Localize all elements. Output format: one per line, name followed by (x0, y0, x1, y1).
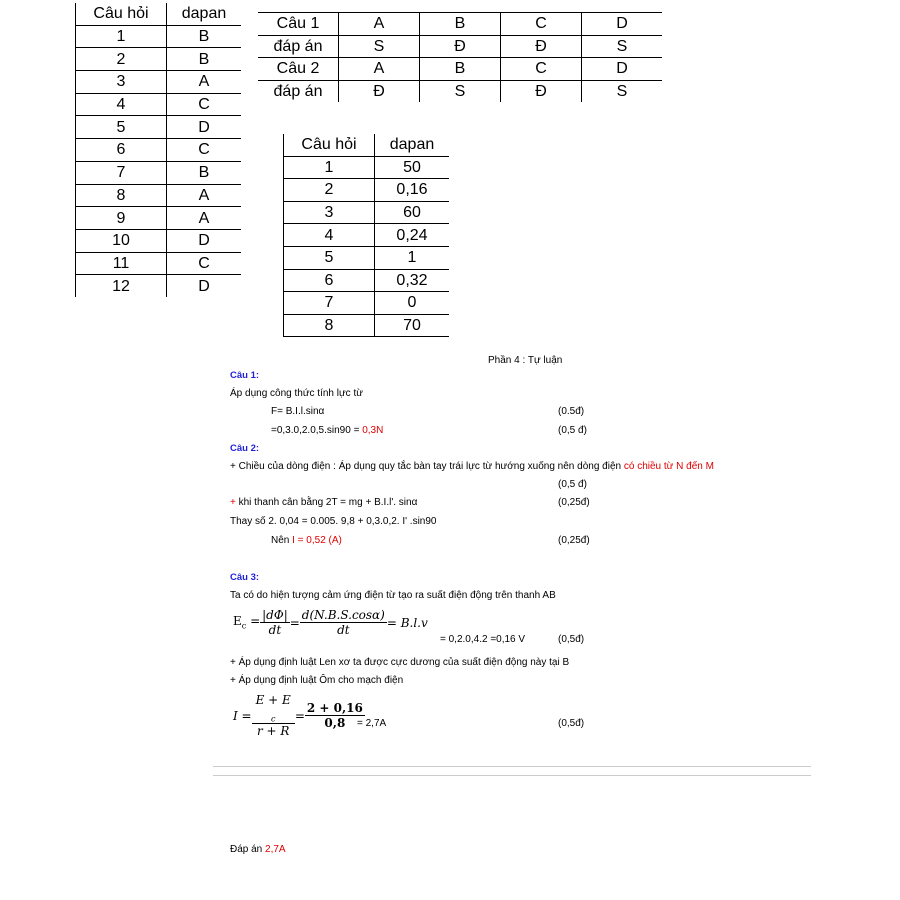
table-cell: 6 (284, 269, 375, 292)
table-cell: Câu 1 (258, 13, 339, 36)
table-cell: C (167, 139, 242, 162)
q2-line4-prefix: Nên (271, 535, 293, 546)
table-cell: đáp án (258, 35, 339, 58)
final-answer-label: Đáp án (230, 844, 266, 855)
table-cell: C (167, 252, 242, 275)
table-cell: 6 (76, 139, 167, 162)
table-row (76, 116, 242, 139)
table-cell: A (167, 71, 242, 94)
table-cell: 7 (284, 292, 375, 315)
table-cell: 0,16 (375, 179, 450, 202)
table-row (76, 93, 242, 116)
section-title: Phần 4 : Tự luận (488, 355, 563, 366)
answer-table-2 (258, 12, 662, 102)
table-cell: 70 (375, 314, 450, 337)
table-row (76, 71, 242, 94)
table-row (76, 252, 242, 275)
table-cell: Đ (420, 35, 501, 58)
table-row (76, 275, 242, 297)
table-row (76, 161, 242, 184)
table-cell: A (339, 58, 420, 81)
emf-lhs: $E_c$ = (233, 614, 261, 631)
table-cell: 3 (76, 71, 167, 94)
ohm-value: = 2,7A (357, 718, 387, 729)
q2-line2-text: khi thanh cân bằng 2T = mg + B.I.l'. sinα (238, 497, 418, 508)
q1-points-2: (0,5 đ) (558, 425, 587, 436)
table-cell: D (582, 13, 663, 36)
table-cell: Đ (501, 35, 582, 58)
table-row (284, 201, 450, 224)
table-cell: 9 (76, 207, 167, 230)
table-row (76, 229, 242, 252)
table-cell: A (167, 207, 242, 230)
emf-fraction-1: $\frac{|d\Phi|}{dt}$ (262, 608, 288, 637)
q2-line1-text: + Chiều của dòng điện : Áp dụng quy tắc bàn tay trái lực từ hướng xuống nên dòng điện (230, 461, 624, 472)
table-cell: 1 (284, 156, 375, 179)
table-cell: S (339, 35, 420, 58)
q2-heading: Câu 2: (230, 443, 260, 454)
table-row (284, 269, 450, 292)
q2-line4 (271, 535, 342, 546)
table-cell: B (420, 58, 501, 81)
table-cell: 8 (284, 314, 375, 337)
table-cell: A (339, 13, 420, 36)
q2-line2-prefix: + (230, 497, 239, 508)
q2-line3: Thay số 2. 0,04 = 0.005. 9,8 + 0,3.0,2. I' .sin90 (230, 516, 437, 527)
q1-calc-text: =0,3.0,2.0,5.sin90 = (271, 425, 363, 436)
q2-points-2: (0,25đ) (558, 497, 590, 508)
final-answer-value: 2,7A (265, 844, 286, 855)
q1-points-1: (0.5đ) (558, 406, 585, 417)
table-cell: C (501, 13, 582, 36)
table-cell: 0,24 (375, 224, 450, 247)
table-row (76, 25, 242, 48)
divider-2 (213, 775, 811, 776)
emf-value: = 0,2.0,4.2 =0,16 V (440, 634, 526, 645)
q3-points-1: (0,5đ) (558, 634, 585, 645)
table-row (284, 156, 450, 179)
table-cell: C (501, 58, 582, 81)
table-row (284, 246, 450, 269)
table-cell: D (582, 58, 663, 81)
table-cell: 5 (76, 116, 167, 139)
ohm-lhs: I = (233, 708, 252, 723)
table-cell: 7 (76, 161, 167, 184)
table-cell: 10 (76, 229, 167, 252)
table-cell: Câu 2 (258, 58, 339, 81)
table-cell: 0 (375, 292, 450, 315)
table-row (284, 224, 450, 247)
table-cell: D (167, 229, 242, 252)
table-cell: B (167, 161, 242, 184)
q1-calc (271, 425, 383, 436)
table-cell: S (420, 80, 501, 102)
table-cell: 5 (284, 246, 375, 269)
q1-calc-result: 0,3N (362, 425, 384, 436)
table-cell: 4 (76, 93, 167, 116)
table-cell: 12 (76, 275, 167, 297)
table-header-row (284, 134, 450, 156)
q3-line2: + Áp dụng định luật Len xơ ta được cực dương của suất điện động này tại B (230, 657, 570, 668)
table-cell: S (616, 82, 628, 100)
emf-equation: $E_c$ = $\frac{|d\Phi|}{dt}$ = $\frac{d(N.B.S.\cos\alpha)}{dt}$ = B.l.v (233, 608, 428, 637)
table-cell: 8 (76, 184, 167, 207)
ohm-fraction-2: $\frac{2 + 0,16}{0,8}$ (306, 701, 363, 731)
q1-line1: Áp dụng công thức tính lực từ (230, 388, 363, 399)
header-cell: Câu hỏi (76, 3, 167, 25)
q3-heading: Câu 3: (230, 572, 260, 583)
q2-line4-red: I = 0,52 (A) (292, 535, 342, 546)
q1-heading: Câu 1: (230, 370, 260, 381)
table-cell: Đ (339, 80, 420, 102)
table-cell: D (198, 277, 210, 295)
q3-points-2: (0,5đ) (558, 718, 585, 729)
header-cell: dapan (167, 3, 242, 25)
q2-line1-red: có chiều từ N đến M (623, 461, 714, 472)
table-cell: 4 (284, 224, 375, 247)
divider-1 (213, 766, 811, 767)
q2-points-3: (0,25đ) (558, 535, 590, 546)
table-cell: C (167, 93, 242, 116)
table-cell: 50 (375, 156, 450, 179)
table-cell: 2 (76, 48, 167, 71)
table-row (76, 207, 242, 230)
q3-line1: Ta có do hiện tượng cảm ứng điện từ tạo ra suất điện động trên thanh AB (230, 590, 556, 601)
table-row (284, 292, 450, 315)
header-cell: dapan (375, 134, 450, 156)
q3-line3: + Áp dụng định luật Ôm cho mạch điện (230, 675, 404, 686)
table-row (284, 314, 450, 337)
table-cell: đáp án (258, 80, 339, 102)
table-cell: D (167, 116, 242, 139)
header-cell: Câu hỏi (284, 134, 375, 156)
table-row (76, 139, 242, 162)
answer-table-1 (75, 3, 241, 297)
table-cell: 11 (76, 252, 167, 275)
table-row (258, 80, 662, 102)
table-cell: 1 (375, 246, 450, 269)
table-cell: A (167, 184, 242, 207)
ohm-fraction-1: E + E $_c$ r + R (252, 693, 295, 738)
emf-rhs: = B.l.v (386, 615, 428, 630)
table-cell: S (582, 35, 663, 58)
q2-points-1: (0,5 đ) (558, 479, 587, 490)
emf-fraction-2: $\frac{d(N.B.S.\cos\alpha)}{dt}$ (301, 608, 385, 637)
table-cell: B (420, 13, 501, 36)
q2-line1 (230, 461, 714, 472)
table-header-row (76, 3, 242, 25)
table-cell: B (167, 25, 242, 48)
q2-line2 (230, 497, 417, 508)
table-row (258, 35, 662, 58)
table-cell: B (167, 48, 242, 71)
table-row (284, 179, 450, 202)
table-cell: 3 (284, 201, 375, 224)
table-row (76, 48, 242, 71)
final-answer (230, 844, 286, 855)
table-cell: 60 (375, 201, 450, 224)
table-cell: 0,32 (375, 269, 450, 292)
table-row (258, 13, 662, 36)
q1-formula: F= B.I.l.sinα (271, 406, 325, 417)
table-cell: Đ (501, 80, 582, 102)
ohm-equation: I = E + E $_c$ r + R = $\frac{2 + 0,16}{0,8}$ (233, 693, 363, 739)
table-cell: 1 (76, 25, 167, 48)
answer-table-3 (283, 134, 449, 337)
table-row (258, 58, 662, 81)
table-row (76, 184, 242, 207)
table-cell: 2 (284, 179, 375, 202)
